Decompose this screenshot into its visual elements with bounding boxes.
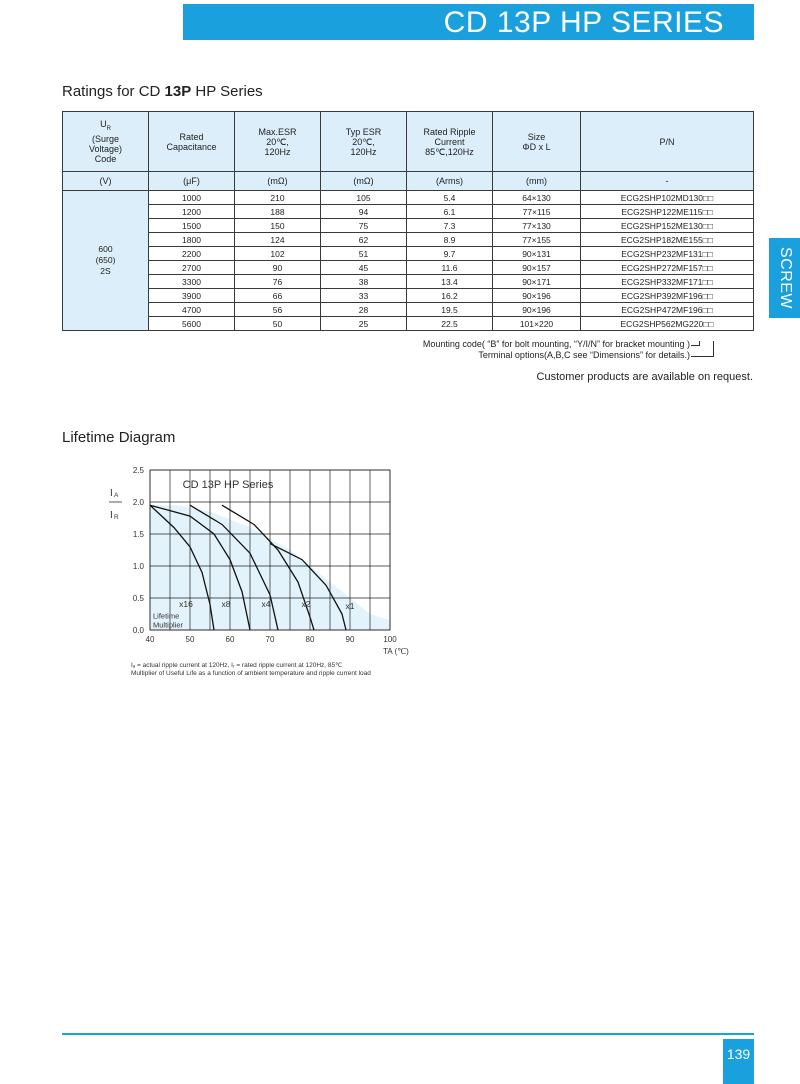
col-header-pn: P/N	[581, 112, 754, 172]
col-header-text: 20℃,	[266, 136, 289, 147]
table-cell-pn: ECG2SHP332MF171□□	[581, 275, 754, 289]
table-row	[63, 191, 754, 205]
table-cell-maxesr: 102	[235, 247, 321, 261]
table-cell-cap: 3300	[149, 275, 235, 289]
table-cell-pn: ECG2SHP102MD130□□	[581, 191, 754, 205]
table-row	[63, 289, 754, 303]
table-cell-maxesr: 124	[235, 233, 321, 247]
table-cell-size: 90×196	[493, 289, 581, 303]
series-label-x4: x4	[261, 598, 271, 609]
table-cell-cap: 1800	[149, 233, 235, 247]
table-cell-size: 77×130	[493, 219, 581, 233]
table-cell-ripple: 6.1	[407, 205, 493, 219]
col-header-size	[493, 112, 581, 172]
footer-line	[62, 1033, 754, 1035]
lifetime-chart	[100, 462, 430, 662]
col-header-text: Rated Ripple	[423, 126, 476, 137]
table-cell-size: 64×130	[493, 191, 581, 205]
y-label-denominator: I	[110, 510, 113, 521]
col-header-text: 120Hz	[350, 146, 377, 157]
table-row	[63, 205, 754, 219]
y-tick-label: 0.0	[132, 626, 144, 635]
table-cell-cap: 2200	[149, 247, 235, 261]
y-tick-label: 2.5	[132, 466, 144, 475]
table-cell-maxesr: 56	[235, 303, 321, 317]
unit-cell: -	[581, 172, 754, 191]
voltage-code-line: 2S	[100, 266, 111, 276]
table-cell-typesr: 62	[321, 233, 407, 247]
y-label-denominator-sub: R	[114, 514, 119, 521]
y-tick-label: 2.0	[132, 498, 144, 507]
table-row	[63, 233, 754, 247]
table-cell-size: 90×131	[493, 247, 581, 261]
table-cell-maxesr: 76	[235, 275, 321, 289]
mounting-notes	[300, 339, 690, 361]
col-header-text: Code	[94, 153, 117, 164]
table-cell-maxesr: 90	[235, 261, 321, 275]
table-cell-maxesr: 210	[235, 191, 321, 205]
side-tab-screw[interactable]	[769, 238, 800, 318]
terminal-options-note: Terminal options(A,B,C see “Dimensions” for details.)	[478, 350, 690, 360]
table-cell-typesr: 94	[321, 205, 407, 219]
table-cell-size: 90×171	[493, 275, 581, 289]
table-row	[63, 303, 754, 317]
y-label-numerator: I	[110, 488, 113, 499]
customer-note: Customer products are available on request.	[536, 371, 753, 383]
col-header-text: Typ ESR	[345, 126, 382, 137]
col-header-ripple-current	[407, 112, 493, 172]
col-header-text: Rated	[179, 131, 204, 142]
table-cell-size: 77×115	[493, 205, 581, 219]
table-cell-cap: 1200	[149, 205, 235, 219]
table-cell-typesr: 105	[321, 191, 407, 205]
x-tick-label: 90	[345, 635, 355, 644]
col-header-text: Max.ESR	[258, 126, 297, 137]
x-tick-label: 40	[145, 635, 155, 644]
table-cell-size: 90×196	[493, 303, 581, 317]
ur-subscript: R	[106, 125, 111, 132]
table-cell-ripple: 13.4	[407, 275, 493, 289]
table-cell-cap: 4700	[149, 303, 235, 317]
table-cell-ripple: 5.4	[407, 191, 493, 205]
x-tick-label: 100	[383, 635, 397, 644]
table-row	[63, 275, 754, 289]
note-bracket-inner	[691, 341, 700, 346]
series-label-x8: x8	[221, 598, 231, 609]
table-cell-ripple: 22.5	[407, 317, 493, 331]
table-header-row	[63, 112, 754, 172]
unit-cell: (mm)	[493, 172, 581, 191]
table-body	[63, 191, 754, 331]
table-cell-cap: 3900	[149, 289, 235, 303]
ratings-heading	[62, 83, 263, 100]
col-header-text: 85℃,120Hz	[425, 146, 474, 157]
ratings-heading-prefix: Ratings for CD	[62, 83, 165, 100]
table-cell-pn: ECG2SHP562MG220□□	[581, 317, 754, 331]
col-header-voltage-code	[63, 112, 149, 172]
y-tick-label: 1.0	[132, 562, 144, 571]
x-tick-label: 80	[305, 635, 315, 644]
table-cell-pn: ECG2SHP182ME155□□	[581, 233, 754, 247]
col-header-text: ΦD x L	[522, 141, 551, 152]
table-row	[63, 247, 754, 261]
table-cell-maxesr: 50	[235, 317, 321, 331]
table-cell-pn: ECG2SHP152ME130□□	[581, 219, 754, 233]
table-cell-size: 101×220	[493, 317, 581, 331]
series-label-x1: x1	[345, 600, 355, 611]
x-tick-label: 70	[265, 635, 275, 644]
table-cell-typesr: 45	[321, 261, 407, 275]
table-cell-cap: 1500	[149, 219, 235, 233]
col-header-text: (Surge	[91, 133, 119, 144]
table-row	[63, 219, 754, 233]
header-bar	[183, 4, 754, 40]
unit-cell: (μF)	[149, 172, 235, 191]
col-header-text: 20℃,	[352, 136, 375, 147]
page-number: 139	[726, 1046, 751, 1062]
col-header-text: Current	[434, 136, 465, 147]
chart-title: CD 13P HP Series	[182, 478, 274, 491]
x-tick-label: 50	[185, 635, 195, 644]
table-cell-maxesr: 188	[235, 205, 321, 219]
multiplier-label-line: Lifetime	[153, 611, 180, 621]
y-tick-label: 1.5	[132, 530, 144, 539]
table-cell-pn: ECG2SHP392MF196□□	[581, 289, 754, 303]
diagram-notes	[131, 662, 371, 678]
x-axis-label: TA (℃)	[383, 647, 409, 656]
table-cell-pn: ECG2SHP272MF157□□	[581, 261, 754, 275]
table-row	[63, 261, 754, 275]
unit-cell: (mΩ)	[235, 172, 321, 191]
table-cell-maxesr: 150	[235, 219, 321, 233]
table-cell-ripple: 9.7	[407, 247, 493, 261]
unit-cell: (mΩ)	[321, 172, 407, 191]
table-cell-ripple: 8.9	[407, 233, 493, 247]
ratings-table	[62, 111, 754, 331]
voltage-code-line: (650)	[95, 255, 116, 265]
table-cell-typesr: 51	[321, 247, 407, 261]
ur-symbol: U	[100, 119, 107, 130]
col-header-max-esr	[235, 112, 321, 172]
table-cell-ripple: 11.6	[407, 261, 493, 275]
table-cell-typesr: 25	[321, 317, 407, 331]
table-cell-size: 90×157	[493, 261, 581, 275]
col-header-text: 120Hz	[264, 146, 291, 157]
table-cell-pn: ECG2SHP232MF131□□	[581, 247, 754, 261]
table-cell-size: 77×155	[493, 233, 581, 247]
multiplier-label-line: Multiplier	[153, 620, 184, 630]
series-label-x2: x2	[301, 598, 311, 609]
col-header-text: Voltage)	[88, 143, 123, 154]
table-cell-pn: ECG2SHP472MF196□□	[581, 303, 754, 317]
col-header-typ-esr	[321, 112, 407, 172]
col-header-capacitance	[149, 112, 235, 172]
table-cell-ripple: 7.3	[407, 219, 493, 233]
unit-cell: (V)	[63, 172, 149, 191]
mounting-code-note: Mounting code( “B” for bolt mounting, “Y/I/N” for bracket mounting )	[422, 339, 690, 349]
col-header-text: Capacitance	[166, 141, 217, 152]
table-cell-ripple: 19.5	[407, 303, 493, 317]
table-cell-maxesr: 66	[235, 289, 321, 303]
table-cell-cap: 5600	[149, 317, 235, 331]
y-label-numerator-sub: A	[114, 492, 119, 499]
ratings-heading-bold: 13P	[164, 83, 192, 100]
side-tab-label: SCREW	[776, 246, 794, 310]
series-title: CD 13P HP SERIES	[443, 6, 724, 39]
page-number-box	[723, 1039, 754, 1084]
table-cell-typesr: 28	[321, 303, 407, 317]
voltage-code-cell	[63, 191, 149, 331]
table-cell-typesr: 33	[321, 289, 407, 303]
y-tick-label: 0.5	[132, 594, 144, 603]
unit-cell: (Arms)	[407, 172, 493, 191]
series-label-x16: x16	[179, 598, 193, 609]
ratings-heading-suffix: HP Series	[191, 83, 263, 100]
table-cell-pn: ECG2SHP122ME115□□	[581, 205, 754, 219]
lifetime-diagram	[100, 462, 430, 667]
lifetime-heading: Lifetime Diagram	[62, 429, 176, 446]
table-cell-typesr: 75	[321, 219, 407, 233]
units-row	[63, 172, 754, 191]
table-cell-ripple: 16.2	[407, 289, 493, 303]
voltage-code-line: 600	[98, 244, 113, 254]
diagram-note-1: Iₐ = actual ripple current at 120Hz, Iᵣ = rated ripple current at 120Hz, 85℃	[131, 662, 343, 669]
table-cell-cap: 1000	[149, 191, 235, 205]
table-row	[63, 317, 754, 331]
diagram-note-2: Multiplier of Useful Life as a function of ambient temperature and ripple current load	[131, 670, 371, 677]
x-tick-label: 60	[225, 635, 235, 644]
table-cell-cap: 2700	[149, 261, 235, 275]
table-cell-typesr: 38	[321, 275, 407, 289]
col-header-text: Size	[527, 131, 546, 142]
